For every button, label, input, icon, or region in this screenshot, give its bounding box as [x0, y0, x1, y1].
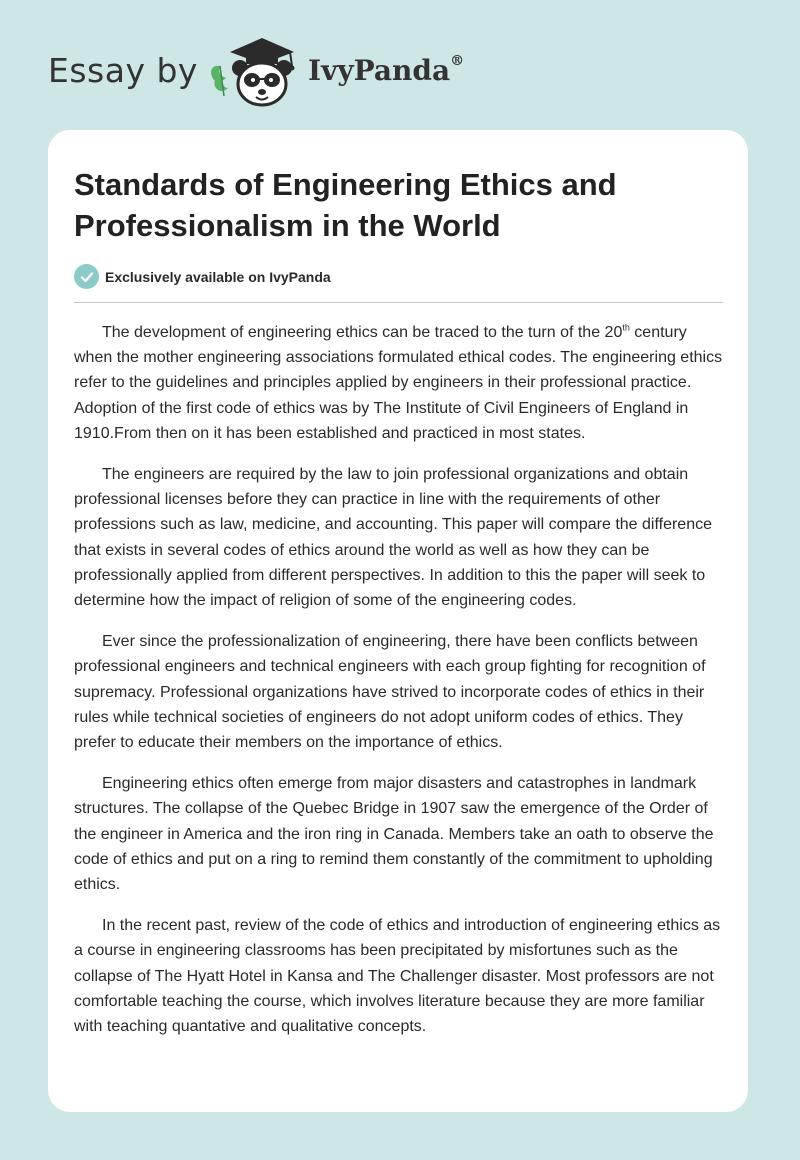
exclusive-label: Exclusively available on IvyPanda: [105, 268, 331, 285]
check-icon: [74, 264, 99, 289]
page-title: Standards of Engineering Ethics and Professionalism in the World: [74, 167, 617, 243]
divider: [74, 302, 723, 303]
ordinal-superscript: th: [622, 322, 630, 333]
panda-graduate-icon: [206, 30, 302, 110]
paragraph-5: In the recent past, review of the code of ethics and introduction of engineering ethics as a course in engineering classrooms has been precipitated by misfortunes such as the collapse of The Hyatt Hotel in Kansa and The Challenger disaster. Most professors are not comfortable teaching the course, which involves literature because they are more familiar with teaching quantative and qualitative concepts.: [74, 917, 721, 1036]
essay-by-label: Essay by: [48, 50, 198, 90]
paragraph-1: [74, 320, 726, 446]
paragraph-3: Ever since the professionalization of engineering, there have been conflicts between professional engineers and technical engineers with each group fighting for recognition of supremacy. Professional organizations have strived to incorporate codes of ethics in their rules while technical societies of engineers do not adopt uniform codes of ethics. They prefer to educate their members on the importance of ethics.: [74, 633, 706, 752]
registered-mark: ®: [450, 53, 465, 70]
paragraph-4: Engineering ethics often emerge from major disasters and catastrophes in landmark structures. The collapse of the Quebec Bridge in 1907 saw the emergence of the Order of the engineer in America and the iron ring in Canada. Members take an oath to observe the code of ethics and put on a ring to remind them constantly of the commitment to upholding ethics.: [74, 775, 714, 894]
paragraph-1-part-a: The development of engineering ethics can be traced to the turn of the 20: [102, 324, 623, 341]
brand-text: IvyPanda: [307, 53, 451, 87]
exclusive-badge: [74, 264, 331, 289]
article-card: [48, 130, 748, 1112]
site-header: [48, 30, 508, 110]
paragraph-1-part-b: century when the mother engineering associations formulated ethical codes. The engineering ethics refer to the guidelines and principles applied by engineers in their professional practice. Adoption of the first code of ethics was by The Institute of Civil Engineers of England in 1910.From then on it has been established and practiced in most states.: [74, 324, 723, 442]
article-body: [74, 320, 726, 1055]
paragraph-2: The engineers are required by the law to join professional organizations and obtain professional licenses before they can practice in line with the requirements of other professions such as law, medicine, and accounting. This paper will compare the difference that exists in several codes of ethics around the world as well as how they can be professionally applied from different perspectives. In addition to this the paper will seek to determine how the impact of religion of some of the engineering codes.: [74, 466, 712, 610]
brand-name[interactable]: [308, 54, 464, 87]
